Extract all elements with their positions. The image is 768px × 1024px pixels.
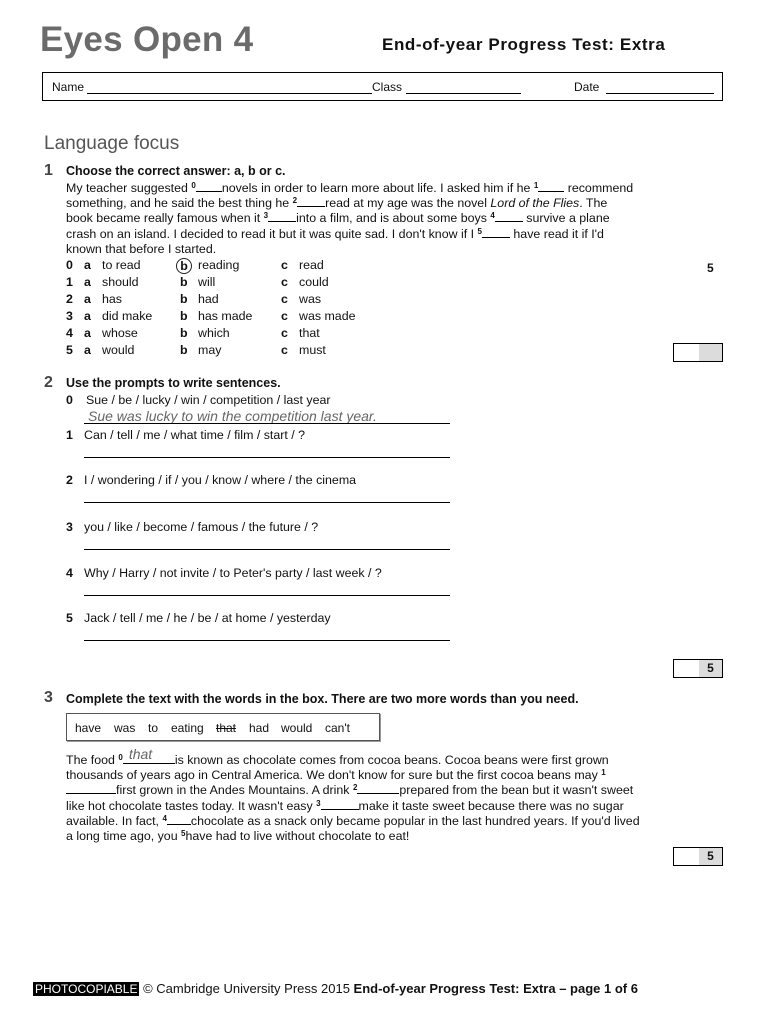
word: eating [171,721,204,735]
question-instruction: Use the prompts to write sentences. [66,376,281,390]
option-a[interactable]: whose [102,326,138,340]
question-instruction: Choose the correct answer: a, b or c. [66,164,286,178]
answer-blank[interactable] [66,783,116,794]
question-number: 3 [44,689,53,706]
option-b[interactable]: which [198,326,230,340]
option-b[interactable]: may [198,343,222,357]
class-field[interactable] [406,93,521,94]
photocopiable-badge: PHOTOCOPIABLE [35,982,138,996]
word: have [75,721,102,735]
brand-title: Eyes Open 4 [40,20,254,59]
score-box [673,847,723,866]
answer-line[interactable] [84,549,450,550]
word-box [66,713,380,741]
option-c[interactable]: that [299,326,320,340]
answer-line[interactable] [84,502,450,503]
answer-blank[interactable] [297,196,325,207]
option-c[interactable]: could [299,275,329,289]
page-label: End-of-year Progress Test: Extra – page 1 of 6 [353,981,638,996]
word: was [114,721,136,735]
question-text: My teacher suggested $^0$ novels in order to learn more about life. I asked him if he $^1$ recommend something, and he said the best thing he $^2$ read at my age was the novel Lord of the Flies. The book became really famous when it $^3$ into a film, and is about some boys $^4$ survive a plane crash on an island. I decided to read it but it was quite sad. I don't know if I $^5$ have read it if I'd known that before I started. [66,181,634,256]
answer-blank[interactable] [357,783,399,794]
selected-option-circle: b [180,258,192,274]
prompt: Can / tell / me / what time / film / start / ? [84,428,306,442]
example-blank: that [123,753,175,764]
score-input[interactable] [674,848,700,865]
word: can't [325,721,350,735]
page-footer [33,981,638,996]
answer-blank[interactable] [495,211,523,222]
prompt: Why / Harry / not invite / to Peter's party / last week / ? [84,566,382,580]
score-max: 5 [707,261,714,275]
test-title: End-of-year Progress Test: Extra [382,35,666,54]
item-number: 4 [66,566,73,580]
item-number: 2 [66,473,73,487]
word: would [281,721,313,735]
option-c[interactable]: read [299,258,324,272]
prompt: Jack / tell / me / he / be / at home / yesterday [84,611,331,625]
answer-blank[interactable] [538,181,564,192]
class-label: Class [372,80,403,94]
example-answer: Sue was lucky to win the competition last year. [88,408,377,424]
date-label: Date [574,80,600,94]
answer-blank[interactable] [321,799,359,810]
answer-blank[interactable] [196,181,222,192]
score-total: 5 [699,660,722,677]
option-c[interactable]: was [299,292,322,306]
option-b[interactable]: will [198,275,216,289]
score-total: 5 [699,848,722,865]
date-field[interactable] [606,93,714,94]
score-total [699,344,722,361]
item-number: 5 [66,611,73,625]
score-box [673,343,723,362]
question-number: 2 [44,374,53,391]
question-text: The food $^0$ that is known as chocolate comes from cocoa beans. Cocoa beans were first grown thousands of years ago in Central America. We don't know for sure but the first cocoa beans may $^1$first grown in the Andes Mountains. A drink $^2$ prepared from the bean but it wasn't sweet like hot chocolate tastes today. It wasn't easy $^3$ make it taste sweet because there was no sugar available. In fact, $^4$ chocolate as a snack only became popular in the last hundred years. If you'd lived a long time ago, you $^5$have had to live without chocolate to eat! [66,746,640,844]
answer-line[interactable] [84,640,450,641]
option-c[interactable]: was made [299,309,356,323]
copyright: © Cambridge University Press 2015 [139,981,354,996]
answer-blank[interactable] [167,814,191,825]
question-number: 1 [44,162,53,179]
prompt: you / like / become / famous / the future / ? [84,520,319,534]
option-c[interactable]: must [299,343,326,357]
option-b[interactable]: had [198,292,219,306]
section-title: Language focus [44,133,180,154]
word: to [148,721,159,735]
item-number: 0 [66,393,73,407]
prompt: Sue / be / lucky / win / competition / last year [86,393,331,407]
option-b[interactable]: has made [198,309,253,323]
option-a[interactable]: did make [102,309,153,323]
score-input[interactable] [674,344,700,361]
word: had [249,721,270,735]
item-number: 1 [66,428,73,442]
option-a[interactable]: to read [102,258,141,272]
word-used: that [216,721,237,735]
option-a[interactable]: should [102,275,139,289]
score-box [673,659,723,678]
option-a[interactable]: would [102,343,135,357]
answer-line[interactable] [84,457,450,458]
answer-blank[interactable] [482,227,510,238]
name-field[interactable] [87,93,372,94]
answer-blank[interactable] [268,211,296,222]
answer-line[interactable] [84,595,450,596]
question-instruction: Complete the text with the words in the box. There are two more words than you need. [66,692,579,706]
name-label: Name [52,80,85,94]
item-number: 3 [66,520,73,534]
answer-line [84,423,450,424]
student-info-box [42,72,723,101]
option-b[interactable]: reading [198,258,240,272]
option-a[interactable]: has [102,292,122,306]
score-input[interactable] [674,660,700,677]
prompt: I / wondering / if / you / know / where / the cinema [84,473,357,487]
